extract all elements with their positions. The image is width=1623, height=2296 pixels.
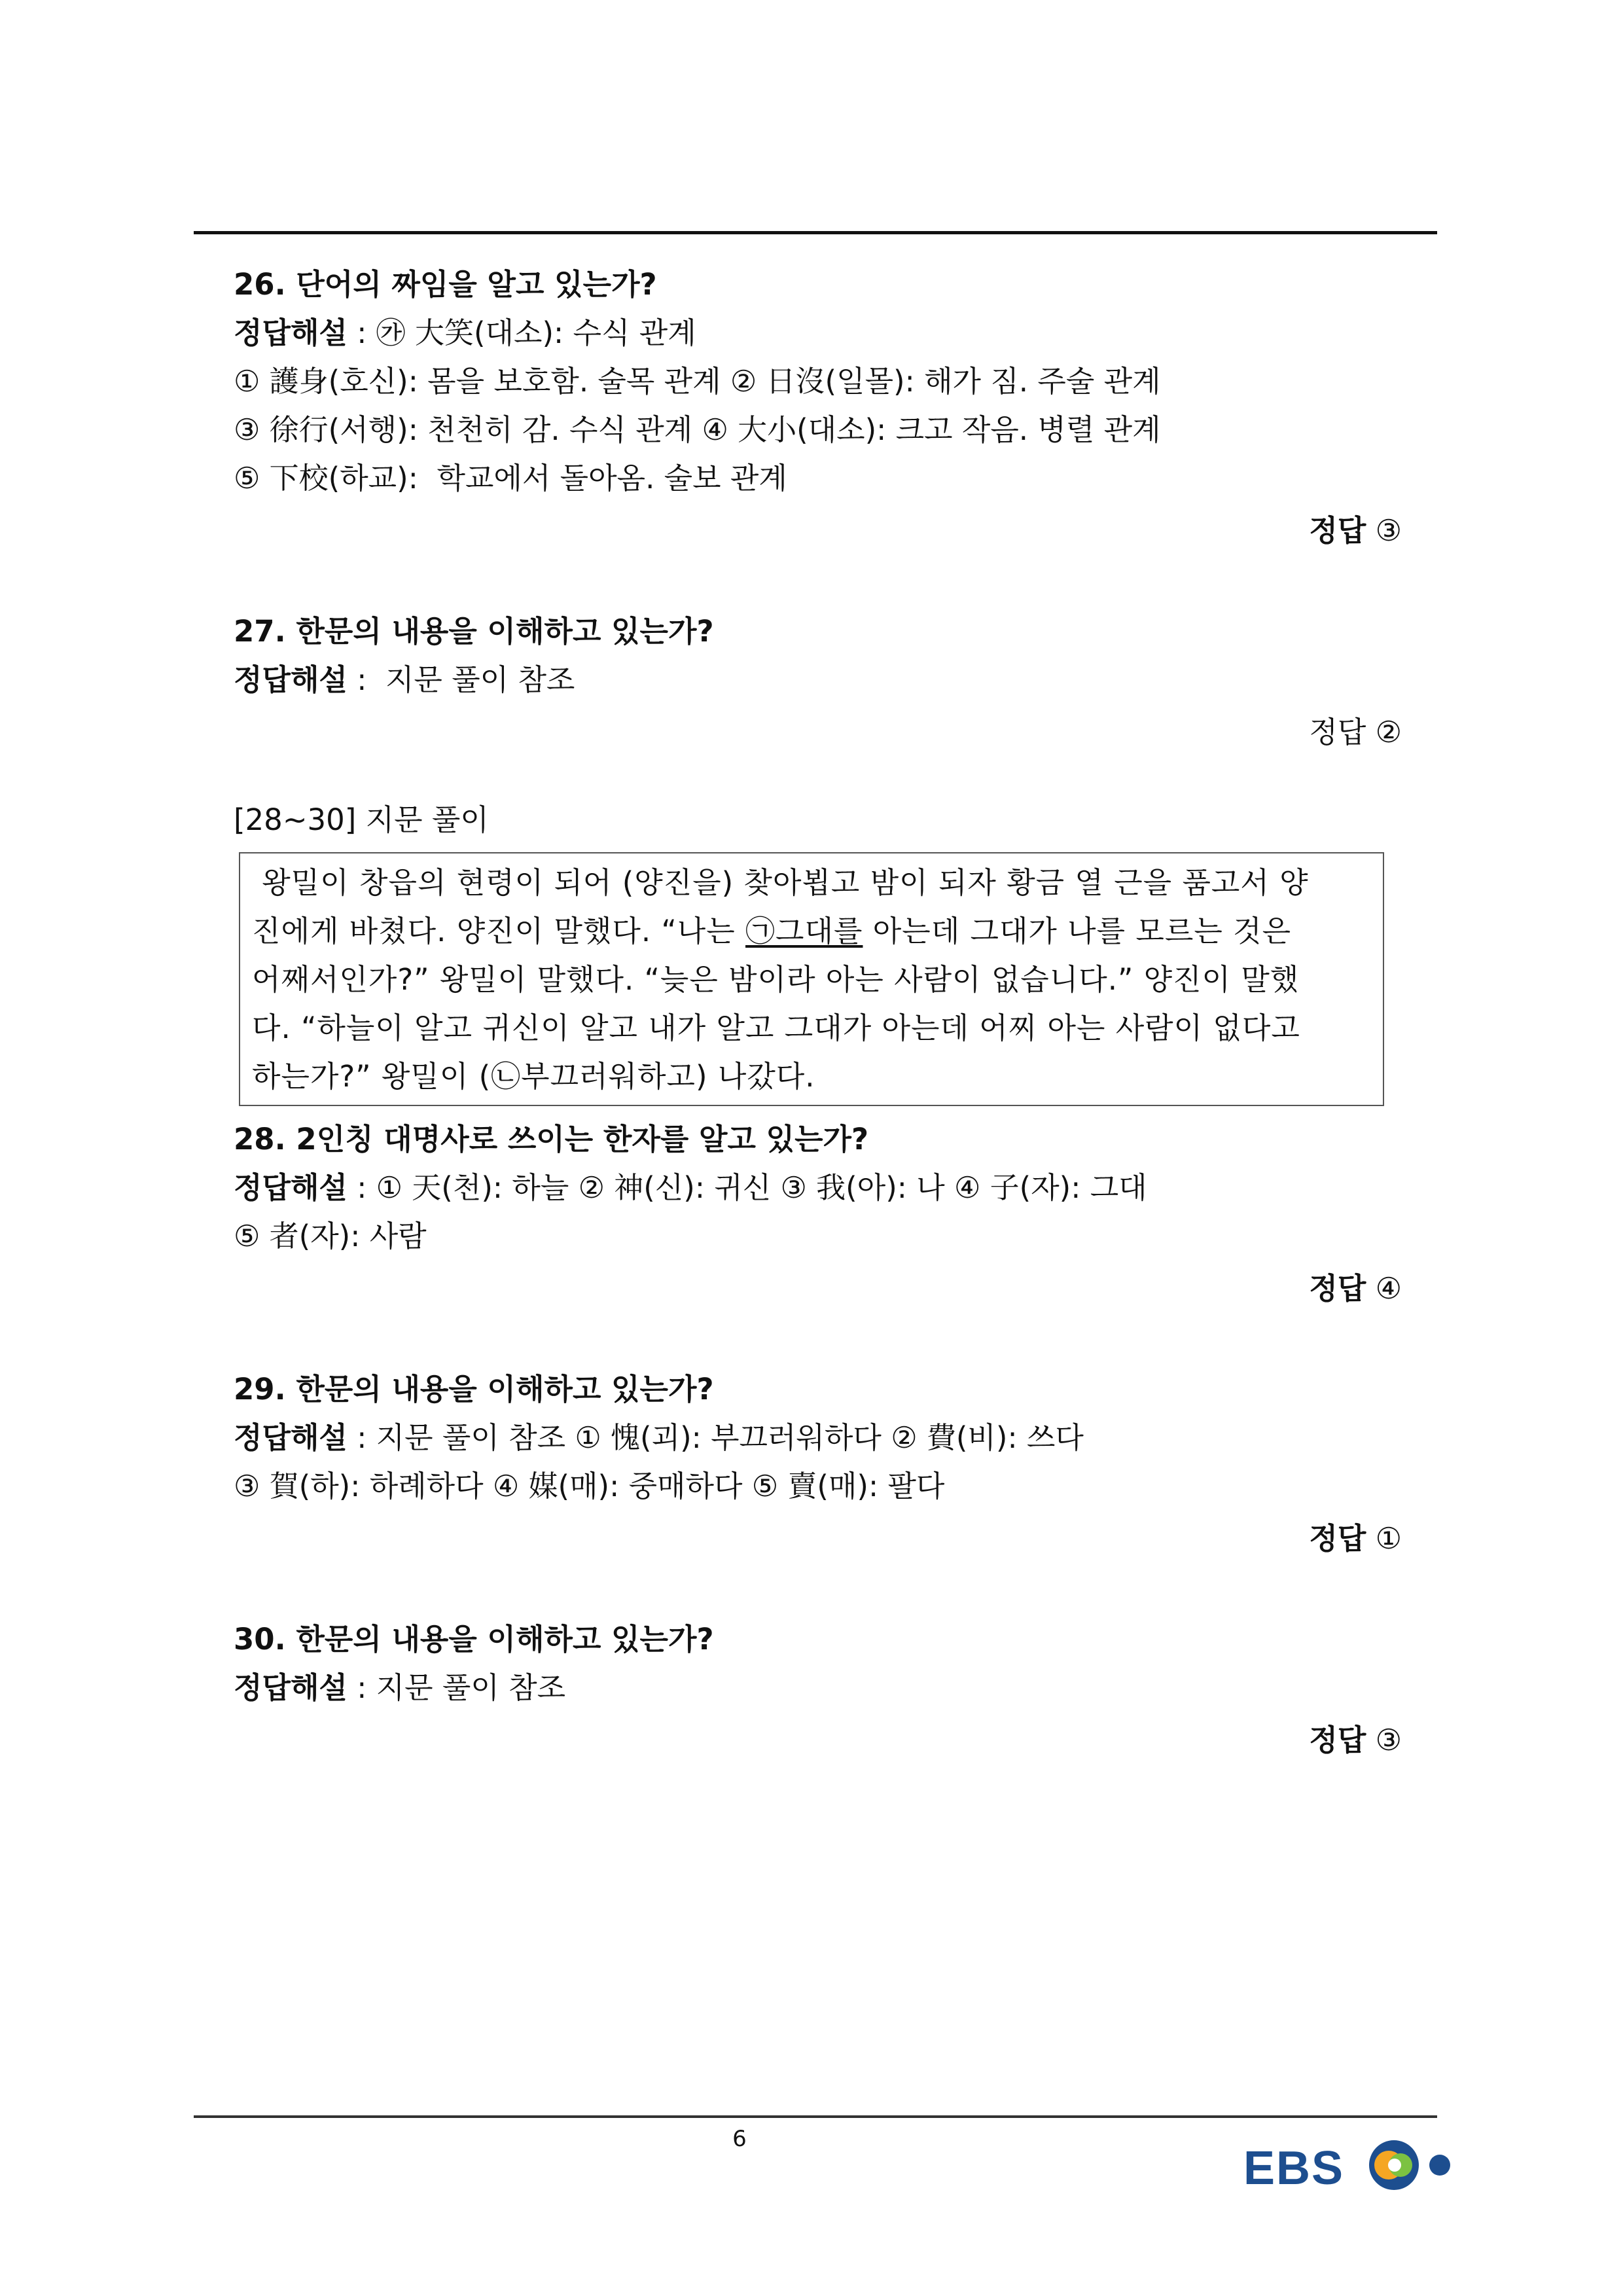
- explanation-label: 정답해설: [234, 1420, 348, 1455]
- ebs-logo: [1243, 2135, 1459, 2194]
- question-29-answer: [234, 1515, 1402, 1563]
- passage-box: [239, 852, 1384, 1106]
- answer-value: ①: [1375, 1521, 1402, 1556]
- explanation-line: ⑤ 下校(하교): 학교에서 돌아옴. 술보 관계: [234, 461, 787, 495]
- answer-key-content: [234, 260, 1412, 1765]
- explanation-line: ⑤ 者(자): 사람: [234, 1219, 427, 1253]
- question-29-title: 29. 한문의 내용을 이해하고 있는가?: [234, 1372, 714, 1407]
- question-26-title: 26. 단어의 짜임을 알고 있는가?: [234, 267, 657, 302]
- explanation-line: ① 護身(호신): 몸을 보호함. 술목 관계 ② 日沒(일몰): 해가 짐. 주술 관계: [234, 364, 1161, 399]
- question-29-explanation: [234, 1414, 1412, 1462]
- explanation-line: ③ 徐行(서행): 천천히 감. 수식 관계 ④ 大小(대소): 크고 작음. 병렬 관계: [234, 412, 1161, 447]
- answer-value: ②: [1375, 715, 1402, 749]
- answer-value: ④: [1375, 1271, 1402, 1306]
- question-27-explanation: [234, 656, 1412, 704]
- question-28-answer: [234, 1265, 1402, 1313]
- explanation-text: : 지문 풀이 참조: [347, 1670, 566, 1705]
- passage-line: 왕밀이 창읍의 현령이 되어 (양진을) 찾아뵙고 밤이 되자 황금 열 근을 품고서 양: [252, 865, 1309, 900]
- passage-line: 다. “하늘이 알고 귀신이 알고 내가 알고 그대가 아는데 어찌 아는 사람이 없다고: [252, 1011, 1300, 1045]
- answer-value: ③: [1375, 1723, 1402, 1757]
- explanation-label: 정답해설: [234, 1670, 348, 1705]
- passage-heading: [28~30] 지문 풀이: [234, 802, 489, 837]
- question-30-title: 30. 한문의 내용을 이해하고 있는가?: [234, 1622, 714, 1657]
- question-26-answer: [234, 507, 1402, 555]
- explanation-text: : ① 天(천): 하늘 ② 神(신): 귀신 ③ 我(아): 나 ④ 子(자): 그대: [347, 1170, 1147, 1205]
- explanation-text: : 지문 풀이 참조: [347, 662, 575, 697]
- answer-label: 정답: [1309, 1271, 1366, 1306]
- answer-value: ③: [1375, 513, 1402, 548]
- answer-label: 정답: [1309, 1723, 1366, 1757]
- question-30-answer: [234, 1716, 1402, 1765]
- explanation-label: 정답해설: [234, 662, 348, 697]
- question-27-title: 27. 한문의 내용을 이해하고 있는가?: [234, 614, 714, 649]
- answer-label: 정답: [1309, 715, 1366, 749]
- underlined-term: ㉠그대를: [745, 914, 863, 948]
- explanation-label: 정답해설: [234, 315, 348, 350]
- question-28-explanation: [234, 1164, 1412, 1212]
- logo-text: EBS: [1243, 2142, 1345, 2195]
- question-28-title: 28. 2인칭 대명사로 쓰이는 한자를 알고 있는가?: [234, 1122, 869, 1157]
- question-27-answer: [234, 708, 1402, 757]
- explanation-text: : 지문 풀이 참조 ① 愧(괴): 부끄러워하다 ② 費(비): 쓰다: [347, 1420, 1084, 1455]
- passage-line: 하는가?” 왕밀이 (㉡부끄러워하고) 나갔다.: [252, 1059, 815, 1094]
- passage-line: 어째서인가?” 왕밀이 말했다. “늦은 밤이라 아는 사람이 없습니다.” 양진이 말했: [252, 962, 1300, 997]
- passage-line: 진에게 바쳤다. 양진이 말했다. “나는 ㉠그대를 아는데 그대가 나를 모르는 것은: [252, 914, 1292, 948]
- explanation-text: : ㉮ 大笑(대소): 수식 관계: [347, 315, 696, 350]
- explanation-line: ③ 賀(하): 하례하다 ④ 媒(매): 중매하다 ⑤ 賣(매): 팔다: [234, 1469, 945, 1503]
- question-30-explanation: [234, 1664, 1412, 1712]
- explanation-label: 정답해설: [234, 1170, 348, 1205]
- header-rule: [194, 231, 1437, 234]
- answer-label: 정답: [1309, 513, 1366, 548]
- page-number: 6: [732, 2126, 747, 2152]
- question-26-explanation: [234, 309, 1412, 357]
- logo-circles-icon: [1243, 2135, 1459, 2194]
- answer-label: 정답: [1309, 1521, 1366, 1556]
- footer-rule: [194, 2115, 1437, 2118]
